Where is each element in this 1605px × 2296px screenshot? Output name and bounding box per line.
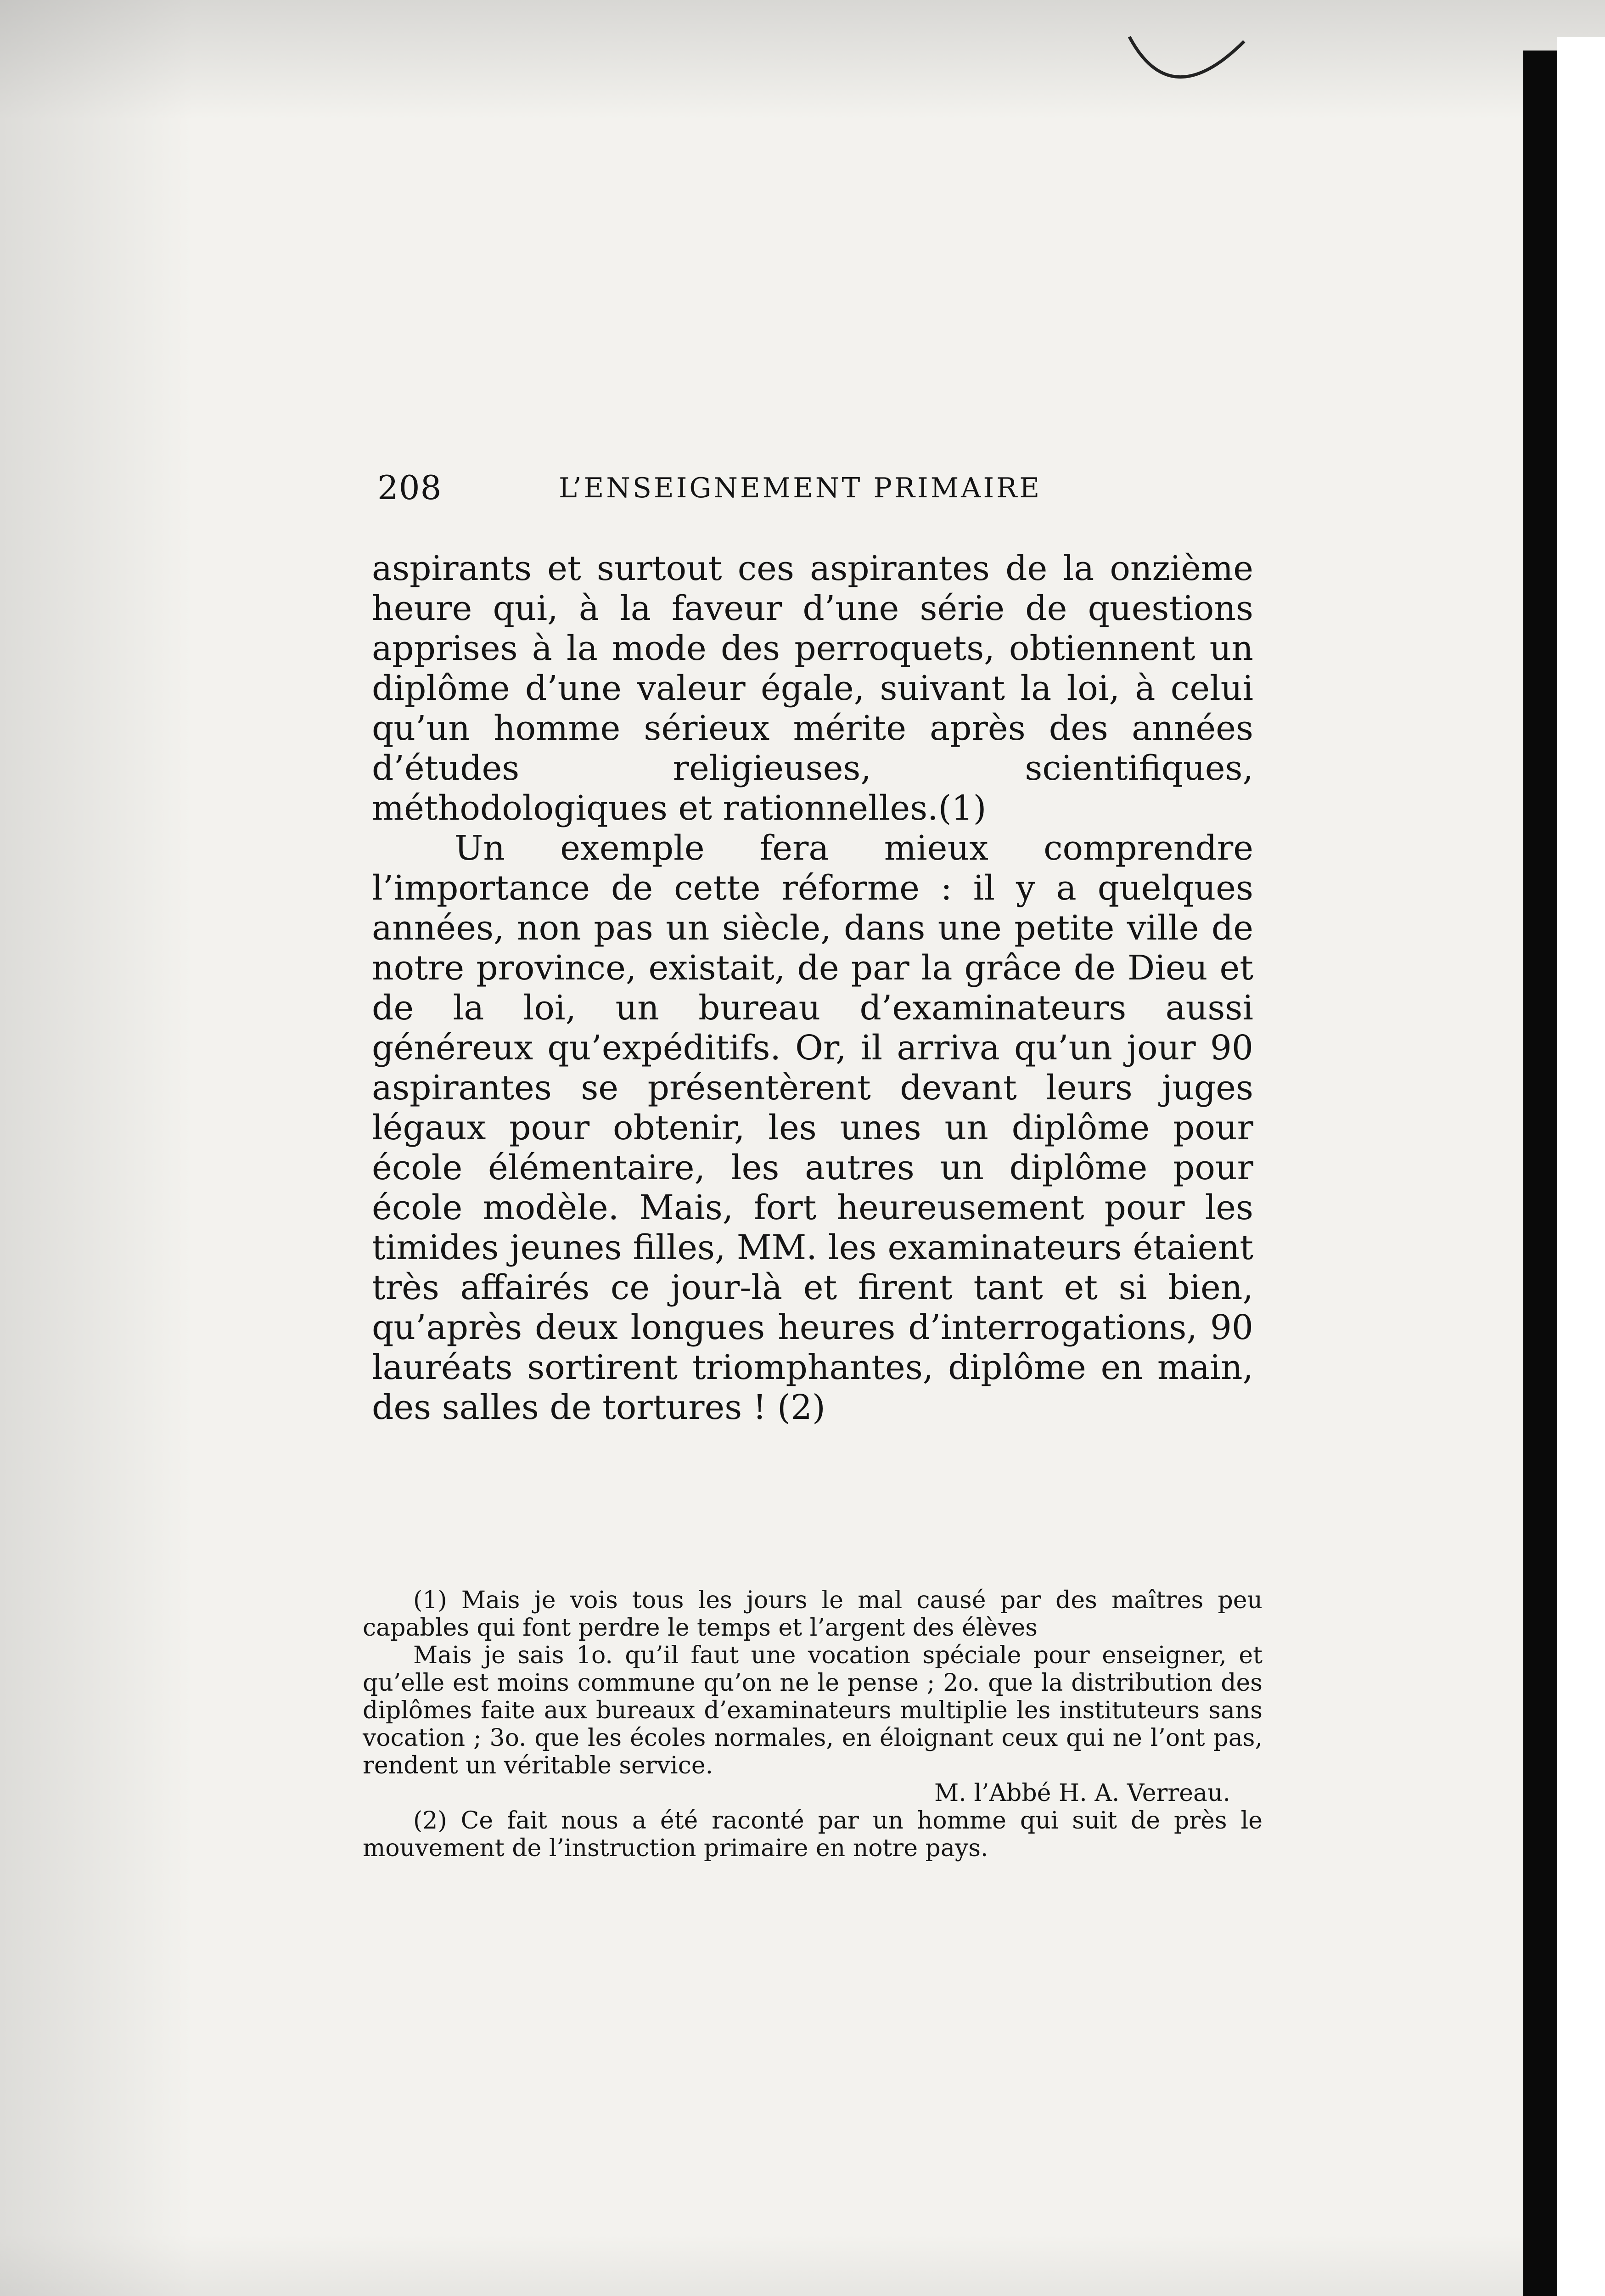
running-title: L’ENSEIGNEMENT PRIMAIRE: [559, 472, 1042, 504]
scan-shadow-top: [0, 0, 1605, 119]
footnote-1-continued: Mais je sais 1o. qu’il faut une vocation spéciale pour enseigner, et qu’elle est moins commune qu’on ne le pense ; 2o. que la distribution des diplômes faite aux bureaux d’examinateurs multiplie les instituteurs sans vocation ; 3o. que les écoles normales, en éloignant ceux qui ne l’ont pas, rendent un véritable service.: [363, 1642, 1263, 1779]
scan-shadow-bottom: [0, 2234, 1605, 2296]
main-text: [372, 549, 1253, 1428]
footnote-1: (1) Mais je vois tous les jours le mal causé par des maîtres peu capables qui font perdre le temps et l’argent des élèves: [363, 1587, 1263, 1642]
paragraph-continued: aspirants et surtout ces aspirantes de la onzième heure qui, à la faveur d’une série de questions apprises à la mode des perroquets, obtiennent un diplôme d’une valeur égale, suivant la loi, à celui qu’un homme sérieux mérite après des années d’études religieuses, scientifiques, méthodologiques et rationnelles.(1): [372, 549, 1253, 828]
page-number: 208: [377, 468, 442, 507]
running-header: [377, 468, 1094, 510]
ink-mark-icon: [1120, 28, 1258, 110]
footnote-signature: M. l’Abbé H. A. Verreau.: [934, 1779, 1230, 1807]
binding-shadow: [1523, 51, 1557, 2296]
footnote-2: (2) Ce fait nous a été raconté par un homme qui suit de près le mouvement de l’instruction primaire en notre pays.: [363, 1807, 1263, 1862]
paragraph-example: Un exemple fera mieux comprendre l’importance de cette réforme : il y a quelques années, non pas un siècle, dans une petite ville de notre province, existait, de par la grâce de Dieu et de la loi, un bureau d’examinateurs aussi généreux qu’expéditifs. Or, il arriva qu’un jour 90 aspirantes se présentèrent devant leurs juges légaux pour obtenir, les unes un diplôme pour école élémentaire, les autres un diplôme pour école modèle. Mais, fort heureusement pour les timides jeunes filles, MM. les examinateurs étaient très affairés ce jour-là et firent tant et si bien, qu’après deux longues heures d’interrogations, 90 lauréats sortirent triomphantes, diplôme en main, des salles de tortures ! (2): [372, 828, 1253, 1427]
page-edge: [1557, 37, 1605, 2296]
footnotes: [363, 1587, 1263, 1862]
scan-shadow-left: [0, 0, 193, 2296]
